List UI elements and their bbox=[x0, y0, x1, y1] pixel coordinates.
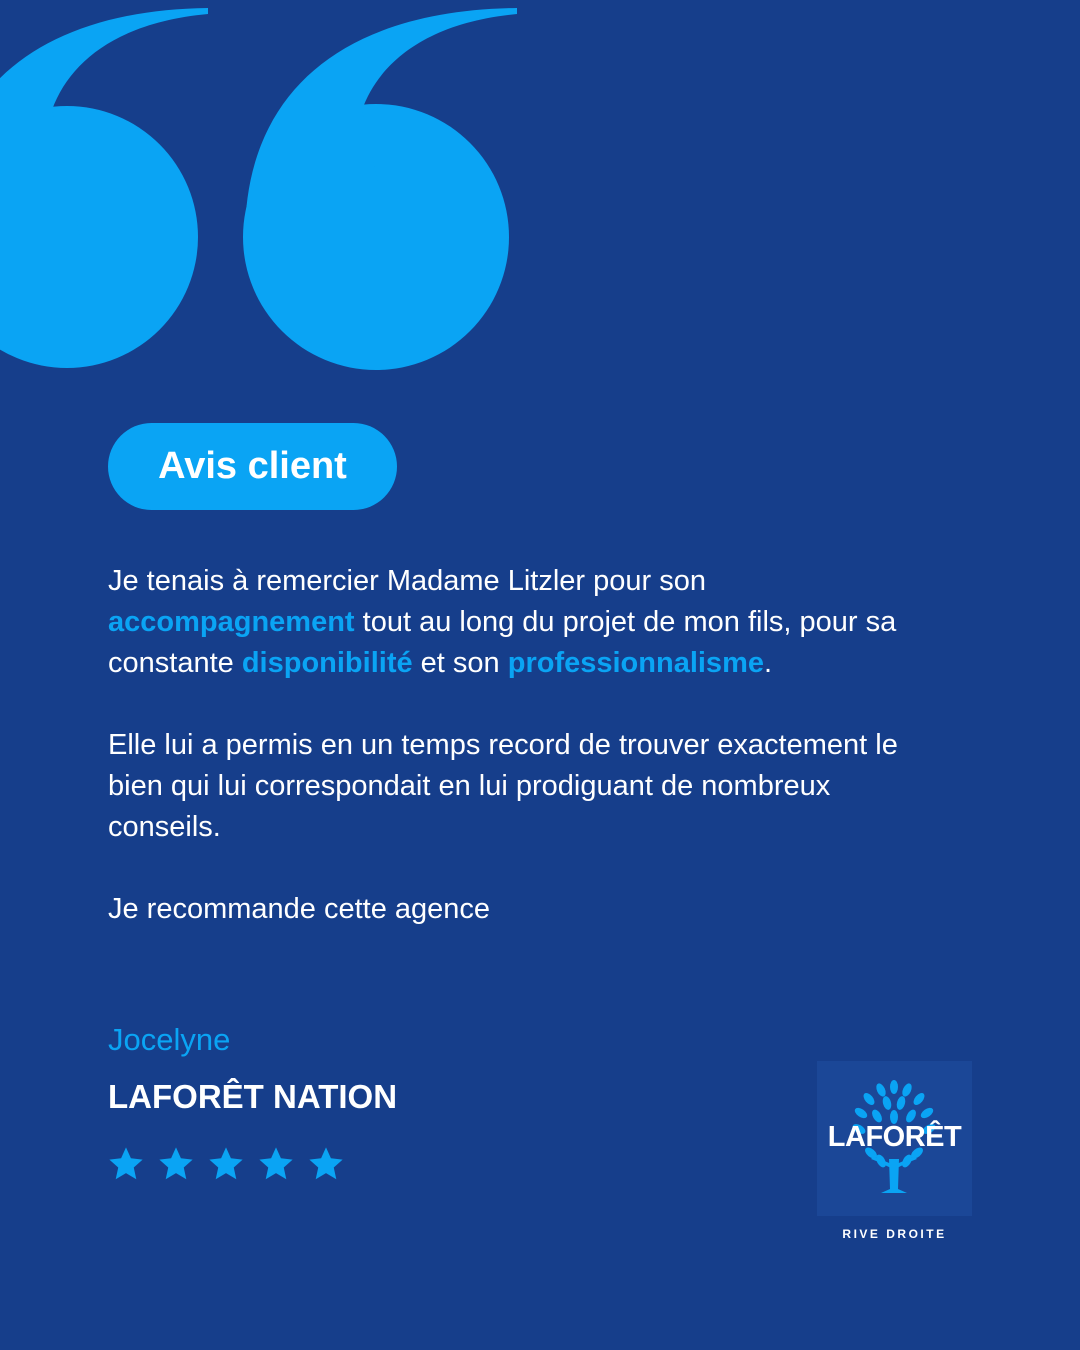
review-text bbox=[108, 561, 948, 971]
review-text-segment: . bbox=[763, 647, 773, 679]
laforet-logo bbox=[817, 1061, 972, 1216]
highlight-accompagnement: accompagnement bbox=[108, 606, 355, 638]
review-paragraph-2: Elle lui a permis en un temps record de trouver exactement le bien qui lui correspondait en lui prodiguant de nombreux conseils. bbox=[108, 729, 898, 843]
star-icon bbox=[157, 1145, 195, 1183]
review-paragraph-1 bbox=[108, 561, 948, 684]
agency-name: LAFORÊT NATION bbox=[108, 1078, 398, 1115]
review-text-segment: Je tenais à remercier Madame Litzler pour son bbox=[108, 565, 706, 597]
star-icon bbox=[257, 1145, 295, 1183]
star-icon bbox=[107, 1145, 145, 1183]
review-author: Jocelyne bbox=[108, 1022, 231, 1057]
star-icon bbox=[307, 1145, 345, 1183]
logo-subtitle: RIVE DROITE bbox=[842, 1227, 947, 1241]
quote-mark-icon bbox=[0, 0, 520, 375]
star-rating bbox=[107, 1145, 345, 1183]
review-badge bbox=[108, 423, 397, 510]
badge-label: Avis client bbox=[158, 445, 347, 487]
highlight-disponibilite: disponibilité bbox=[241, 647, 413, 679]
star-icon bbox=[207, 1145, 245, 1183]
review-text-segment: tout au long du projet de mon fils, pour sa constante bbox=[108, 606, 897, 679]
logo-wordmark: LAFORÊT bbox=[827, 1121, 962, 1153]
highlight-professionnalisme: professionnalisme bbox=[507, 647, 764, 679]
review-text-segment: et son bbox=[412, 647, 508, 679]
review-paragraph-3: Je recommande cette agence bbox=[108, 893, 491, 925]
